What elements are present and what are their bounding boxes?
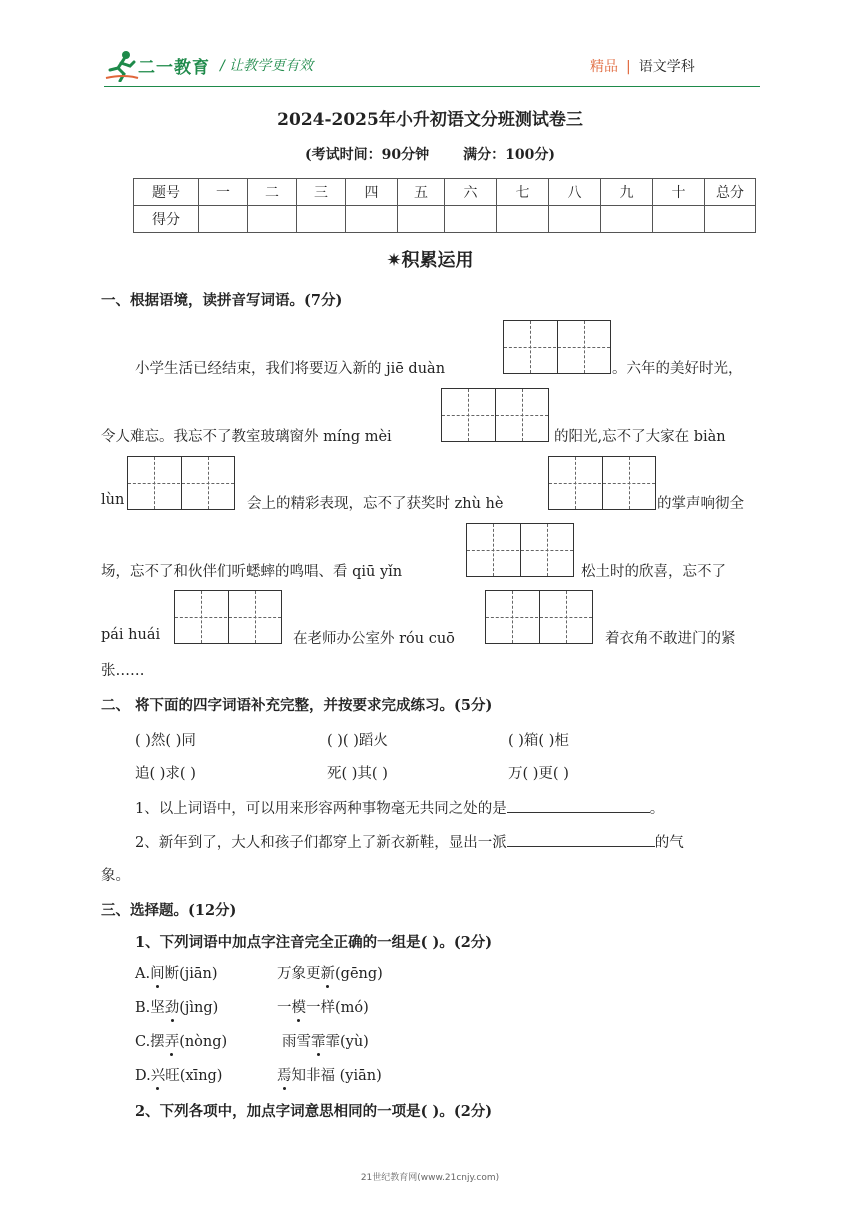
q2-sub2-end: 的气 xyxy=(654,835,684,851)
dotted-char: 劲 xyxy=(164,1000,180,1016)
score-table xyxy=(133,178,756,233)
writing-box-mingmei[interactable] xyxy=(441,388,549,442)
option-prefix: A. xyxy=(135,966,151,982)
option-d[interactable] xyxy=(135,1064,222,1085)
option-text: (gēng) xyxy=(335,966,383,982)
option-prefix: D. xyxy=(135,1068,151,1084)
tag-quality: 精品 xyxy=(590,59,618,75)
q2-sub2 xyxy=(135,831,684,852)
score-cell: 四 xyxy=(346,179,398,206)
option-text: 旺(xīng) xyxy=(165,1068,223,1084)
exam-score: 满分：100分) xyxy=(463,147,555,163)
score-input-cell[interactable] xyxy=(601,206,653,233)
score-input-cell[interactable] xyxy=(297,206,346,233)
idiom-blank[interactable]: 万( )更( ) xyxy=(508,766,569,782)
option-a[interactable] xyxy=(135,962,218,983)
score-cell: 二 xyxy=(248,179,297,206)
option-text: 万象更 xyxy=(277,966,321,982)
option-c-word2 xyxy=(282,1030,369,1051)
option-text: (nòng) xyxy=(179,1034,228,1050)
option-c[interactable] xyxy=(135,1030,227,1051)
footer: 21世纪教育网(www.21cnjy.com) xyxy=(360,1173,500,1183)
score-input-cell[interactable] xyxy=(445,206,497,233)
q2-heading: 二、 将下面的四字词语补充完整，并按要求完成练习。(5分) xyxy=(101,697,493,714)
option-text: 雨雪 xyxy=(282,1034,311,1050)
score-input-cell[interactable] xyxy=(549,206,601,233)
writing-box-bianlun[interactable] xyxy=(127,456,235,510)
q1-heading: 一、根据语境，读拼音写词语。(7分) xyxy=(101,292,343,309)
q2-sub2-text: 2、新年到了，大人和孩子们都穿上了新衣新鞋，显出一派 xyxy=(135,835,507,851)
tag-separator: | xyxy=(626,59,631,75)
score-cell: 五 xyxy=(398,179,445,206)
q1-line2-text: 令人难忘。我忘不了教室玻璃窗外 míng mèi xyxy=(101,429,392,445)
option-a-word2 xyxy=(277,962,383,983)
writing-box-jieduan[interactable] xyxy=(503,320,611,374)
option-text: 霏(yù) xyxy=(325,1034,369,1050)
score-input-cell[interactable] xyxy=(346,206,398,233)
score-input-cell[interactable] xyxy=(653,206,705,233)
score-cell: 八 xyxy=(549,179,601,206)
q2-sub2-cont: 象。 xyxy=(101,868,130,884)
score-table-header-row xyxy=(134,179,756,206)
score-input-cell[interactable] xyxy=(199,206,248,233)
logo-text: 二一教育 xyxy=(138,58,210,78)
option-text: 一样(mó) xyxy=(306,1000,369,1016)
option-b-word2 xyxy=(277,996,369,1017)
q3-heading: 三、选择题。(12分) xyxy=(101,902,237,919)
score-cell: 总分 xyxy=(705,179,756,206)
header-divider xyxy=(104,86,760,87)
dotted-char: 霏 xyxy=(311,1034,326,1050)
q1-line5-pinyin: pái huái xyxy=(101,627,161,643)
q3-sub1: 1、下列词语中加点字注音完全正确的一组是( )。(2分) xyxy=(135,934,493,951)
idiom-blank[interactable]: ( )箱( )柜 xyxy=(508,733,569,749)
score-cell: 十 xyxy=(653,179,705,206)
page-title: 2024-2025年小升初语文分班测试卷三 xyxy=(277,110,583,130)
q2-sub1 xyxy=(135,797,664,818)
q1-line4-end: 松土时的欣喜，忘不了 xyxy=(581,564,726,580)
score-input-cell[interactable] xyxy=(398,206,445,233)
q1-line2-end: 的阳光,忘不了大家在 biàn xyxy=(554,429,726,445)
q1-line1-text: 小学生活已经结束，我们将要迈入新的 jiē duàn xyxy=(135,361,446,377)
q1-line6: 张…… xyxy=(101,663,145,679)
score-cell: 一 xyxy=(199,179,248,206)
writing-box-paihuai[interactable] xyxy=(174,590,282,644)
writing-box-zhuhe[interactable] xyxy=(548,456,656,510)
q1-line3-end: 的掌声响彻全 xyxy=(657,496,744,512)
option-text: 断(jiān) xyxy=(164,966,218,982)
option-b[interactable] xyxy=(135,996,218,1017)
writing-box-qiuyin[interactable] xyxy=(466,523,574,577)
dotted-char: 焉 xyxy=(277,1068,292,1084)
idiom-blank[interactable]: ( )然( )同 xyxy=(135,733,196,749)
score-row-label: 得分 xyxy=(134,206,199,233)
option-d-word2 xyxy=(277,1064,382,1085)
score-cell: 题号 xyxy=(134,179,199,206)
header-tags xyxy=(590,56,695,76)
section-title: ✷积累运用 xyxy=(386,250,474,271)
idiom-blank[interactable]: 死( )其( ) xyxy=(327,766,388,782)
score-input-cell[interactable] xyxy=(497,206,549,233)
answer-blank[interactable] xyxy=(507,812,650,813)
dotted-char: 新 xyxy=(320,966,335,982)
q1-line5-text: 在老师办公室外 róu cuō xyxy=(293,631,455,647)
q3-sub2: 2、下列各项中，加点字词意思相同的一项是( )。(2分) xyxy=(135,1103,493,1120)
slogan: / 让教学更有效 xyxy=(220,58,314,74)
dotted-char: 弄 xyxy=(164,1034,180,1050)
option-text: (jìng) xyxy=(179,1000,219,1016)
q1-line4-text: 场，忘不了和伙伴们听蟋蟀的鸣唱、看 qiū yǐn xyxy=(101,564,403,580)
writing-box-roucuo[interactable] xyxy=(485,590,593,644)
exam-time: (考试时间：90分钟 xyxy=(305,147,430,163)
q1-line3-pinyin: lùn xyxy=(101,492,125,508)
dotted-char: 间 xyxy=(150,966,165,982)
answer-blank[interactable] xyxy=(507,846,655,847)
option-text: 知非福 (yiān) xyxy=(291,1068,382,1084)
exam-info xyxy=(0,144,860,164)
q1-line3-text: 会上的精彩表现，忘不了获奖时 zhù hè xyxy=(247,496,504,512)
q2-sub1-end: 。 xyxy=(649,801,665,817)
score-cell: 七 xyxy=(497,179,549,206)
score-cell: 三 xyxy=(297,179,346,206)
option-text: 一 xyxy=(277,1000,292,1016)
q1-line1-end: 。六年的美好时光， xyxy=(612,361,743,377)
idiom-blank[interactable]: ( )( )蹈火 xyxy=(327,733,388,749)
option-prefix: B.坚 xyxy=(135,1000,165,1016)
dotted-char: 兴 xyxy=(150,1068,166,1084)
score-table-score-row xyxy=(134,206,756,233)
score-cell: 九 xyxy=(601,179,653,206)
option-prefix: C.摆 xyxy=(135,1034,165,1050)
score-input-cell[interactable] xyxy=(705,206,756,233)
q1-line5-end: 着衣角不敢进门的紧 xyxy=(605,631,736,647)
score-cell: 六 xyxy=(445,179,497,206)
dotted-char: 模 xyxy=(291,1000,306,1016)
tag-subject: 语文学科 xyxy=(638,59,695,75)
q2-sub1-text: 1、以上词语中，可以用来形容两种事物毫无共同之处的是 xyxy=(135,801,507,817)
score-input-cell[interactable] xyxy=(248,206,297,233)
idiom-blank[interactable]: 追( )求( ) xyxy=(135,766,196,782)
